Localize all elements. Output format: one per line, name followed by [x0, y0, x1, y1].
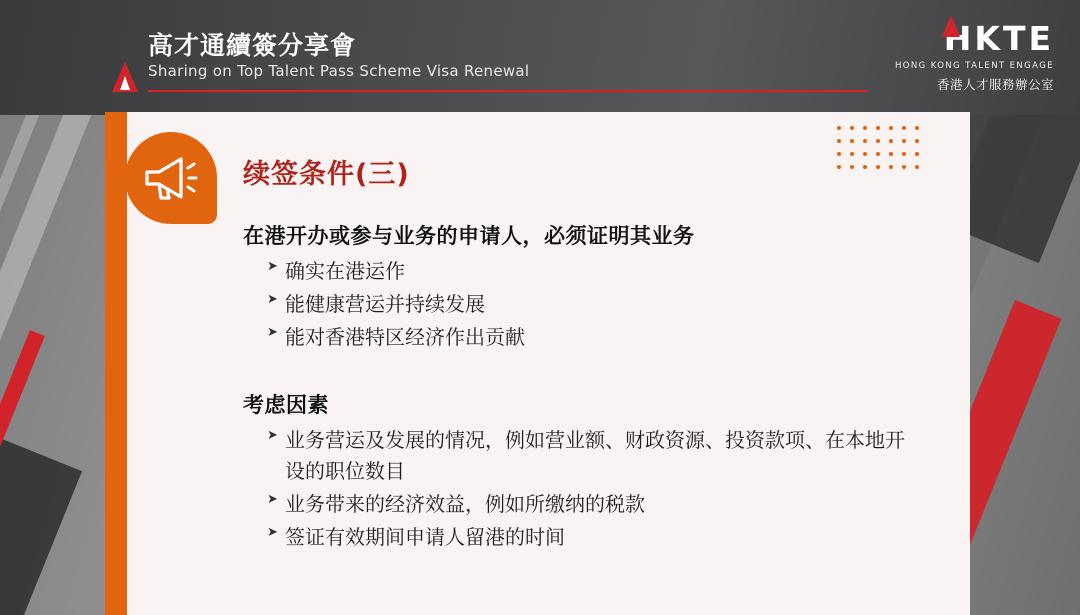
header-title-en: Sharing on Top Talent Pass Scheme Visa Renewal: [148, 62, 530, 80]
section-title-2: 考虑因素: [243, 393, 329, 417]
bullet-list-2: [243, 425, 923, 553]
list-item: ➤ 能对香港特区经济作出贡献: [267, 322, 923, 353]
content-card: [105, 112, 970, 615]
list-item: ➤ 能健康营运并持续发展: [267, 289, 923, 320]
list-item: ➤ 业务营运及发展的情况，例如营业额、财政资源、投资款项、在本地开设的职位数目: [267, 425, 923, 487]
section-title-1: 在港开办或参与业务的申请人，必须证明其业务: [243, 224, 695, 248]
hkte-logo: [894, 19, 1054, 93]
slide-body: [243, 220, 923, 555]
slide-heading: 续签条件(三): [243, 159, 410, 190]
list-item: ➤ 签证有效期间申请人留港的时间: [267, 522, 923, 553]
slide-header: [0, 0, 1080, 112]
megaphone-badge: [125, 132, 217, 224]
bullet-list-1: [243, 256, 923, 353]
logo-wordmark: HKTE: [943, 19, 1054, 58]
logo-subtitle-zh: 香港人才服務辦公室: [936, 77, 1054, 92]
megaphone-icon: [143, 154, 201, 202]
dot-grid-decoration: [837, 126, 928, 178]
header-title-zh: 高才通續簽分享會: [148, 31, 357, 60]
list-item: ➤ 业务带来的经济效益，例如所缴纳的税款: [267, 489, 923, 520]
card-accent-bar: [105, 112, 127, 615]
list-item: ➤ 确实在港运作: [267, 256, 923, 287]
logo-subtitle-en: HONG KONG TALENT ENGAGE: [894, 61, 1054, 71]
logo-arrow-icon: [942, 15, 960, 37]
triangle-marker-icon: [112, 62, 138, 92]
header-divider: [148, 90, 868, 92]
